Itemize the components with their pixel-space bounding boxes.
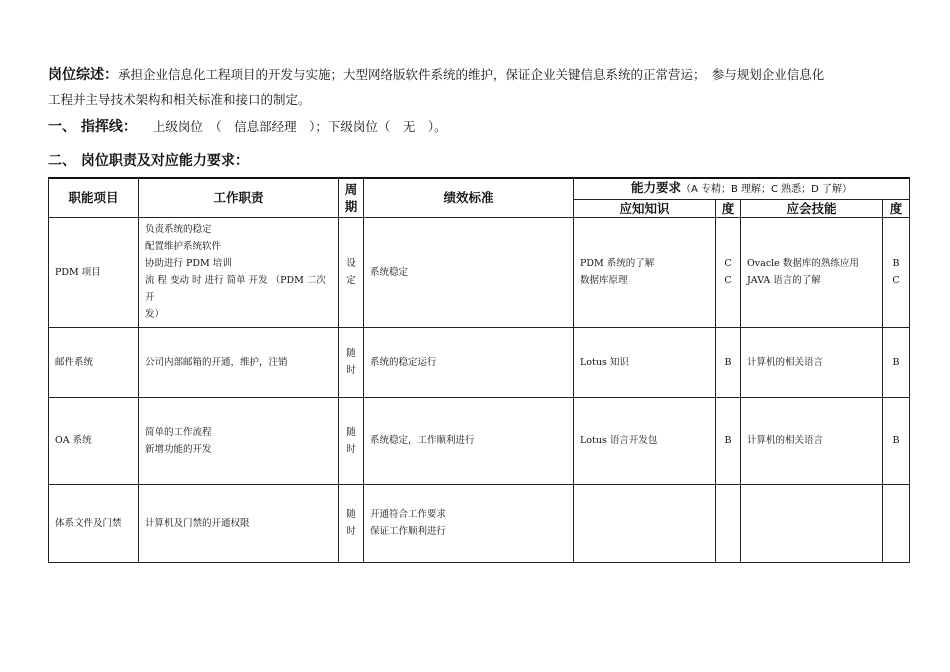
row-knowledge [574,484,716,562]
row-knowledge [574,217,716,327]
period-char: 随 [346,348,356,359]
summary-label: 岗位综述： [48,67,118,83]
row-item: 邮件系统 [49,327,139,397]
header-degree-2: 度 [883,199,910,217]
row-degree-1 [716,217,741,327]
row-standard [364,327,574,397]
command-line-text: 上级岗位 （ 信息部经理 ）；下级岗位（ 无 ）。 [152,119,447,134]
degree-value: C [724,275,732,286]
duty-line: 简单的工作流程 [145,426,212,438]
header-period-1: 周 [344,181,358,197]
duty-line: 公司内部邮箱的开通，维护，注销 [145,356,288,368]
command-line-label: 一、 指挥线： [48,119,137,135]
table-row [49,327,910,397]
duty-line: 计算机及门禁的开通权限 [145,517,250,529]
skill-line: Ovacle 数据库的熟练应用 [747,258,859,269]
skill-line: 计算机的相关语言 [747,356,824,368]
row-skills [741,397,883,484]
standard-line: 保证工作顺利进行 [370,526,447,537]
table-row [49,397,910,484]
row-degree-1 [716,484,741,562]
knowledge-line: 数据库原理 [580,275,628,286]
degree-value: B [724,356,732,368]
row-degree-1 [716,327,741,397]
skill-line: JAVA 语言的了解 [747,275,821,286]
period-char: 随 [346,509,356,520]
row-period [339,327,364,397]
header-capability-label: 能力要求 [630,180,681,196]
table-row [49,484,910,562]
command-line [48,118,447,136]
row-knowledge [574,397,716,484]
header-item: 职能项目 [49,178,139,217]
row-degree-2 [883,484,910,562]
duty-line: 配置维护系统软件 [145,241,222,252]
row-skills [741,217,883,327]
header-degree-1: 度 [716,199,741,217]
degree-value: C [892,275,900,286]
row-duties [139,484,339,562]
duty-line: 协助进行 PDM 培训 [145,258,232,269]
row-duties [139,327,339,397]
row-item: 体系文件及门禁 [49,484,139,562]
header-duty: 工作职责 [139,178,339,217]
row-item: PDM 项目 [49,217,139,327]
degree-value: B [892,435,900,446]
knowledge-line: Lotus 知识 [580,356,629,368]
summary-line-2: 工程并主导技术架构和相关标准和接口的制定。 [48,92,311,107]
degree-value: C [724,258,732,269]
row-item: OA 系统 [49,397,139,484]
knowledge-line: PDM 系统的了解 [580,258,655,269]
row-period [339,397,364,484]
row-period [339,217,364,327]
header-standard: 绩效标准 [364,178,574,217]
summary-text-1: 承担企业信息化工程项目的开发与实施；大型网络版软件系统的维护，保证企业关键信息系统的正常营运； 参与规划企业信息化 [118,67,825,82]
standard-line: 系统稳定 [370,266,409,278]
header-knowledge: 应知知识 [574,199,716,217]
period-char: 时 [346,443,356,455]
period-char: 定 [346,275,356,286]
standard-line: 系统的稳定运行 [370,356,437,368]
period-char: 时 [346,365,356,376]
period-char: 时 [346,526,356,537]
row-degree-2 [883,217,910,327]
header-capability-note: （A 专精；B 理解；C 熟悉；D 了解） [680,184,853,196]
row-duties [139,397,339,484]
row-degree-2 [883,327,910,397]
period-char: 随 [346,426,356,438]
table-row [49,217,910,327]
duty-line: 流 程 变动 时 进行 简单 开发 （PDM 二次开 [145,275,326,303]
duty-line: 发） [145,309,165,320]
degree-value: B [892,258,900,269]
header-period [339,178,364,217]
row-standard [364,217,574,327]
standard-line: 开通符合工作要求 [370,509,447,520]
header-period-2: 期 [344,198,358,214]
knowledge-line: Lotus 语言开发包 [580,435,658,446]
duty-line: 新增功能的开发 [145,443,212,455]
skill-line: 计算机的相关语言 [747,435,824,446]
row-standard [364,484,574,562]
degree-value: B [724,435,732,446]
section-2-heading: 二、 岗位职责及对应能力要求： [48,153,249,169]
row-degree-2 [883,397,910,484]
header-skill: 应会技能 [741,199,883,217]
row-period [339,484,364,562]
degree-value: B [892,356,900,368]
duty-line: 负责系统的稳定 [145,224,212,235]
row-skills [741,484,883,562]
row-skills [741,327,883,397]
period-char: 设 [346,258,356,269]
duty-table [48,177,910,563]
standard-line: 系统稳定，工作顺利进行 [370,435,475,446]
header-capability [574,178,910,199]
summary-line-1 [48,66,824,84]
row-standard [364,397,574,484]
row-knowledge [574,327,716,397]
row-degree-1 [716,397,741,484]
row-duties [139,217,339,327]
